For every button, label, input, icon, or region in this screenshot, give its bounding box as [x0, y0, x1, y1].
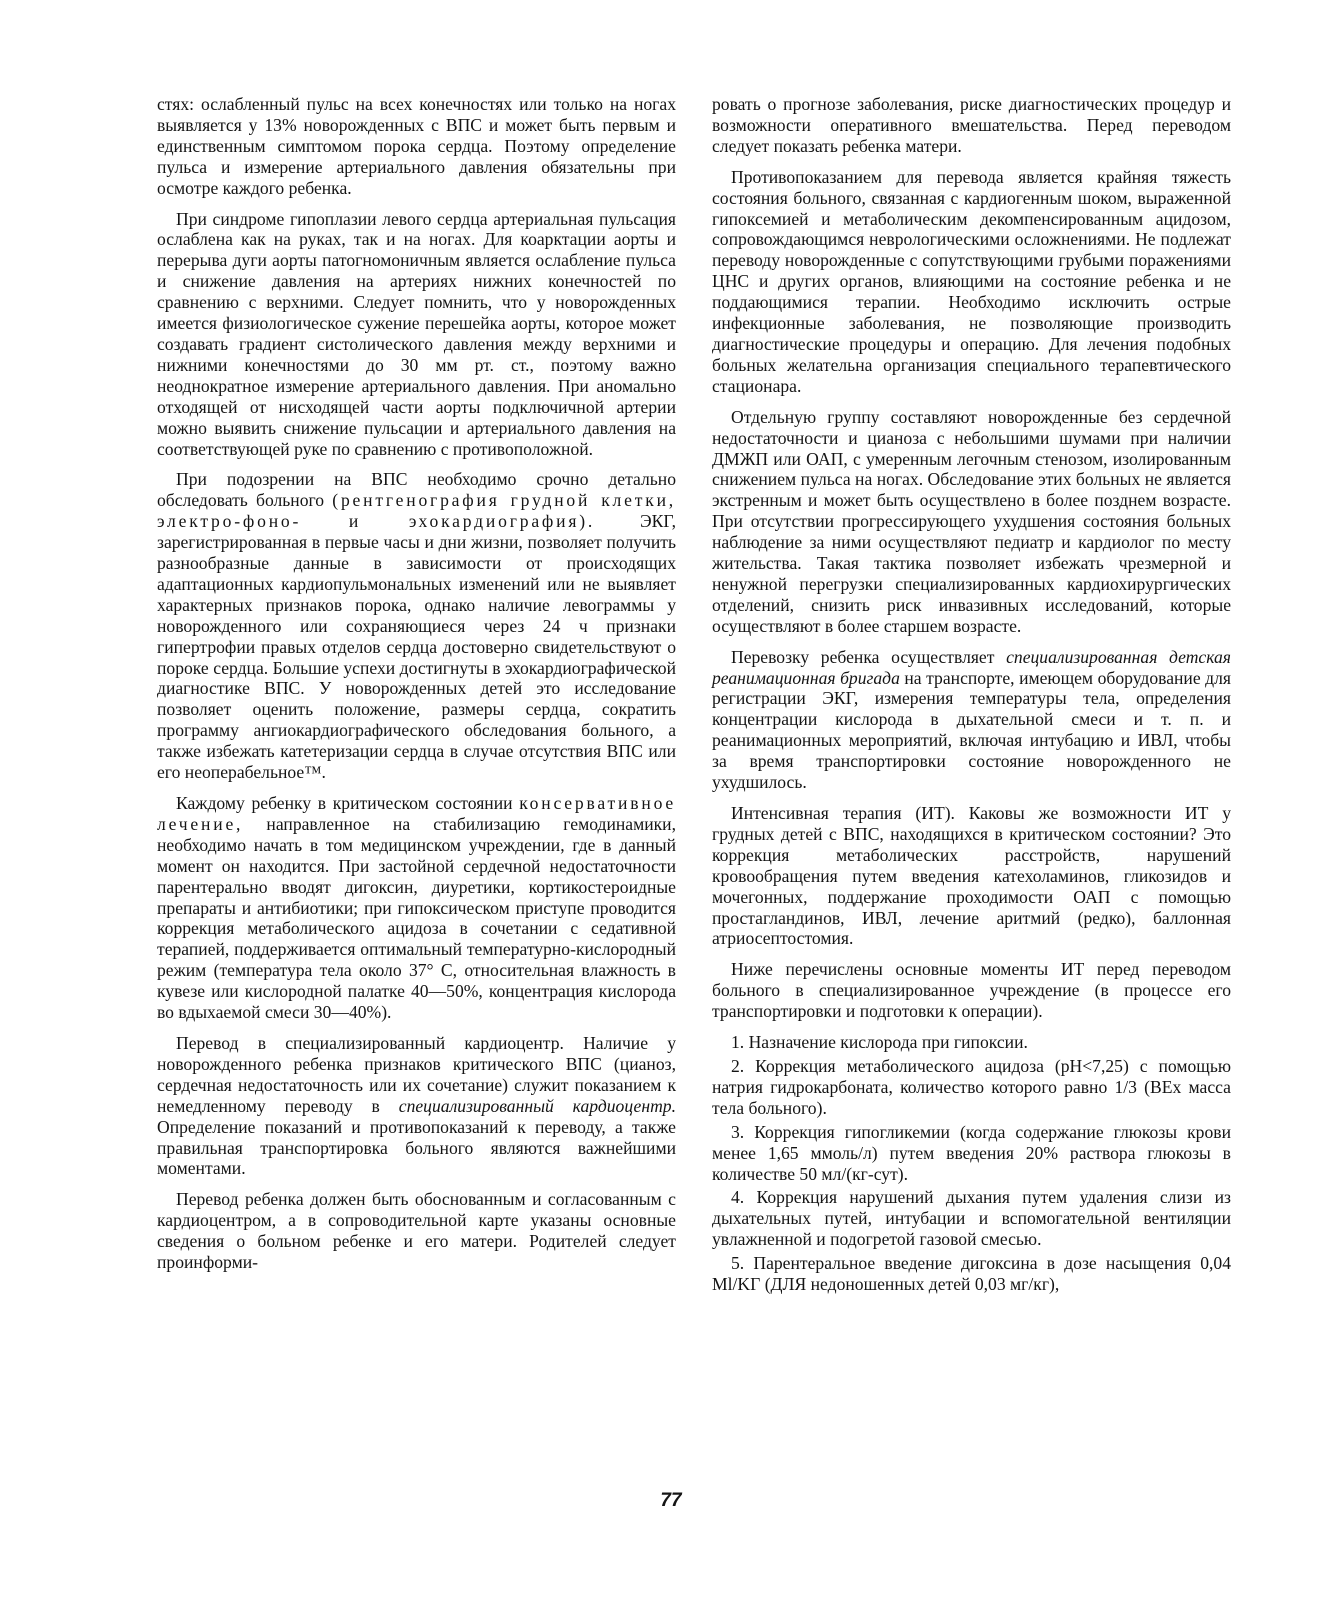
- italic-emphasis: специализированная детская реанимационная бригада: [712, 646, 1231, 688]
- paragraph: Отдельную группу составляют новорожденные без сердечной недостаточности и цианоза с небольшими шумами при наличии ДМЖП или ОАП, с умеренным легочным стенозом, изолированным снижением пульса на ногах. Обследование этих больных не является экстренным и может быть осуществлено в более позднем возрасте. При отсутствии прогрессирующего ухудшения состояния больных наблюдение за ними осуществляют педиатр и кардиолог по месту жительства. Такая тактика позволяет избежать чрезмерной и ненужной перегрузки специализированных кардиохирургических отделений, снизить риск инвазивных исследований, которые осуществляют в более старшем возрасте.: [712, 406, 1231, 636]
- paragraph: Перевод ребенка должен быть обоснованным и согласованным с кардиоцентром, а в сопроводительной карте указаны основные сведения о больном ребенке и его матери. Родителей следует проинформи-: [157, 1189, 676, 1273]
- paragraph: [712, 647, 1231, 793]
- paragraph: ровать о прогнозе заболевания, риске диагностических процедур и возможности оперативного вмешательства. Перед переводом следует показать ребенка матери.: [712, 94, 1231, 156]
- list-item: 5. Парентеральное введение дигоксина в дозе насыщения 0,04 Ml/KГ (ДЛЯ недоношенных детей 0,03 мг/кг),: [712, 1253, 1231, 1295]
- paragraph: стях: ослабленный пульс на всех конечностях или только на ногах выявляется у 13% новорожденных с ВПС и может быть первым и единственным симптомом порока сердца. Поэтому определение пульса и измерение артериального давления обязательны при осмотре каждого ребенка.: [157, 94, 676, 198]
- list-item: 3. Коррекция гипогликемии (когда содержание глюкозы крови менее 1,65 ммоль/л) путем введения 20% раствора глюкозы в количестве 50 мл/(кг-сут).: [712, 1121, 1231, 1184]
- italic-emphasis: специализированный кардиоцентр.: [398, 1095, 676, 1116]
- page-number: 77: [660, 1490, 682, 1511]
- paragraph: [157, 1033, 676, 1179]
- paragraph-text: Перевод в специализированный кардиоцентр. Наличие у новорожденного ребенка признаков критического ВПС (цианоз, сердечная недостаточность или их сочетание) служит показанием к немедленному переводу в: [157, 1032, 676, 1116]
- paragraph-text: Перевозку ребенка осуществляет: [731, 646, 1007, 667]
- paragraph: При синдроме гипоплазии левого сердца артериальная пульсация ослаблена как на руках, так и на ногах. Для коарктации аорты и перерыва дуги аорты патогномоничным является ослабление пульса и снижение давления на артериях нижних конечностей по сравнению с верхними. Следует помнить, что у новорожденных имеется физиологическое сужение перешейка аорты, которое может создавать градиент систолического давления между верхними и нижними конечностями до 30 мм рт. ст., поэтому важно неоднократное измерение артериального давления. При аномально отходящей от нисходящей части аорты подключичной артерии можно выявить снижение пульсации и артериального давления на соответствующей руке по сравнению с противоположной.: [157, 208, 676, 459]
- spaced-emphasis: консервативное лечение,: [157, 793, 676, 834]
- paragraph-text: ЭКГ, зарегистрированная в первые часы и дни жизни, позволяет получить разнообразные данные в зависимости от происходящих адаптационных кардиопульмональных изменений или не выявляет характерных признаков порока, однако наличие левограммы у новорожденного или сохраняющиеся через 24 ч признаки гипертрофии правых отделов сердца достоверно свидетельствуют о пороке сердца. Большие успехи достигнуты в эхокардиографической диагностике ВПС. У новорожденных детей это исследование позволяет оценить положение, размеры сердца, сократить программу ангиокардиографического обследования больного, а также избежать катетеризации сердца в случае отсутствия ВПС или его неоперабельное™.: [157, 511, 676, 783]
- paragraph: Противопоказанием для перевода является крайняя тяжесть состояния больного, связанная с кардиогенным шоком, выраженной гипоксемией и метаболическим декомпенсированным ацидозом, сопровождающимся неврологическими осложнениями. Не подлежат переводу новорожденные с сопутствующими грубыми поражениями ЦНС и других органов, влияющими на состояние ребенка и не поддающимися терапии. Необходимо исключить острые инфекционные заболевания, не позволяющие производить диагностические процедуры и операцию. Для лечения подобных больных желательна организация специального терапевтического стационара.: [712, 166, 1231, 396]
- spaced-emphasis: (рентгенография грудной клетки, электро-фоно- и эхокардиография).: [157, 490, 676, 532]
- paragraph-text: Определение показаний и противопоказаний к переводу, а также правильная транспортировка больного являются важнейшими моментами.: [157, 1116, 676, 1179]
- paragraph: [157, 793, 676, 1023]
- list-item: 4. Коррекция нарушений дыхания путем удаления слизи из дыхательных путей, интубации и вспомогательной вентиляции увлажненной и подогретой газовой смесью.: [712, 1187, 1231, 1250]
- paragraph-text: Каждому ребенку в критическом состоянии: [176, 793, 520, 813]
- list-item: 2. Коррекция метаболического ацидоза (рН<7,25) с помощью натрия гидрокарбоната, количество которого равно 1/3 (BEx масса тела больного).: [712, 1055, 1231, 1118]
- left-column: [157, 94, 676, 1283]
- paragraph: Интенсивная терапия (ИТ). Каковы же возможности ИТ у грудных детей с ВПС, находящихся в критическом состоянии? Это коррекция метаболических расстройств, нарушений кровообращения путем введения катехоламинов, гликозидов и мочегонных, поддержание проходимости ОАП с помощью простагландинов, ИВЛ, лечение аритмий (редко), баллонная атриосептостомия.: [712, 803, 1231, 949]
- paragraph-text: При подозрении на ВПС необходимо срочно детально обследовать больного: [157, 469, 676, 511]
- paragraph: [157, 469, 676, 783]
- list-item: 1. Назначение кислорода при гипоксии.: [731, 1032, 1028, 1053]
- right-column: [712, 94, 1231, 1298]
- paragraph-text: на транспорте, имеющем оборудование для регистрации ЭКГ, измерения температуры тела, определения концентрации кислорода в дыхательной смеси и т. п. и реанимационных мероприятий, включая интубацию и ИВЛ, чтобы за время транспортировки состояние новорожденного не ухудшилось.: [712, 667, 1231, 793]
- paragraph: Ниже перечислены основные моменты ИТ перед переводом больного в специализированное учреждение (в процессе его транспортировки и подготовки к операции).: [712, 959, 1231, 1022]
- paragraph-text: направленное на стабилизацию гемодинамики, необходимо начать в том медицинском учреждении, где в данный момент он находится. При застойной сердечной недостаточности парентерально вводят дигоксин, диуретики, кортикостероидные препараты и антибиотики; при гипоксическом приступе проводится коррекция метаболического ацидоза в сочетании с седативной терапией, поддерживается оптимальный температурно-кислородный режим (температура тела около 37° С, относительная влажность в кувезе или кислородной палатке 40—50%, концентрация кислорода во вдыхаемой смеси 30—40%).: [157, 813, 676, 1023]
